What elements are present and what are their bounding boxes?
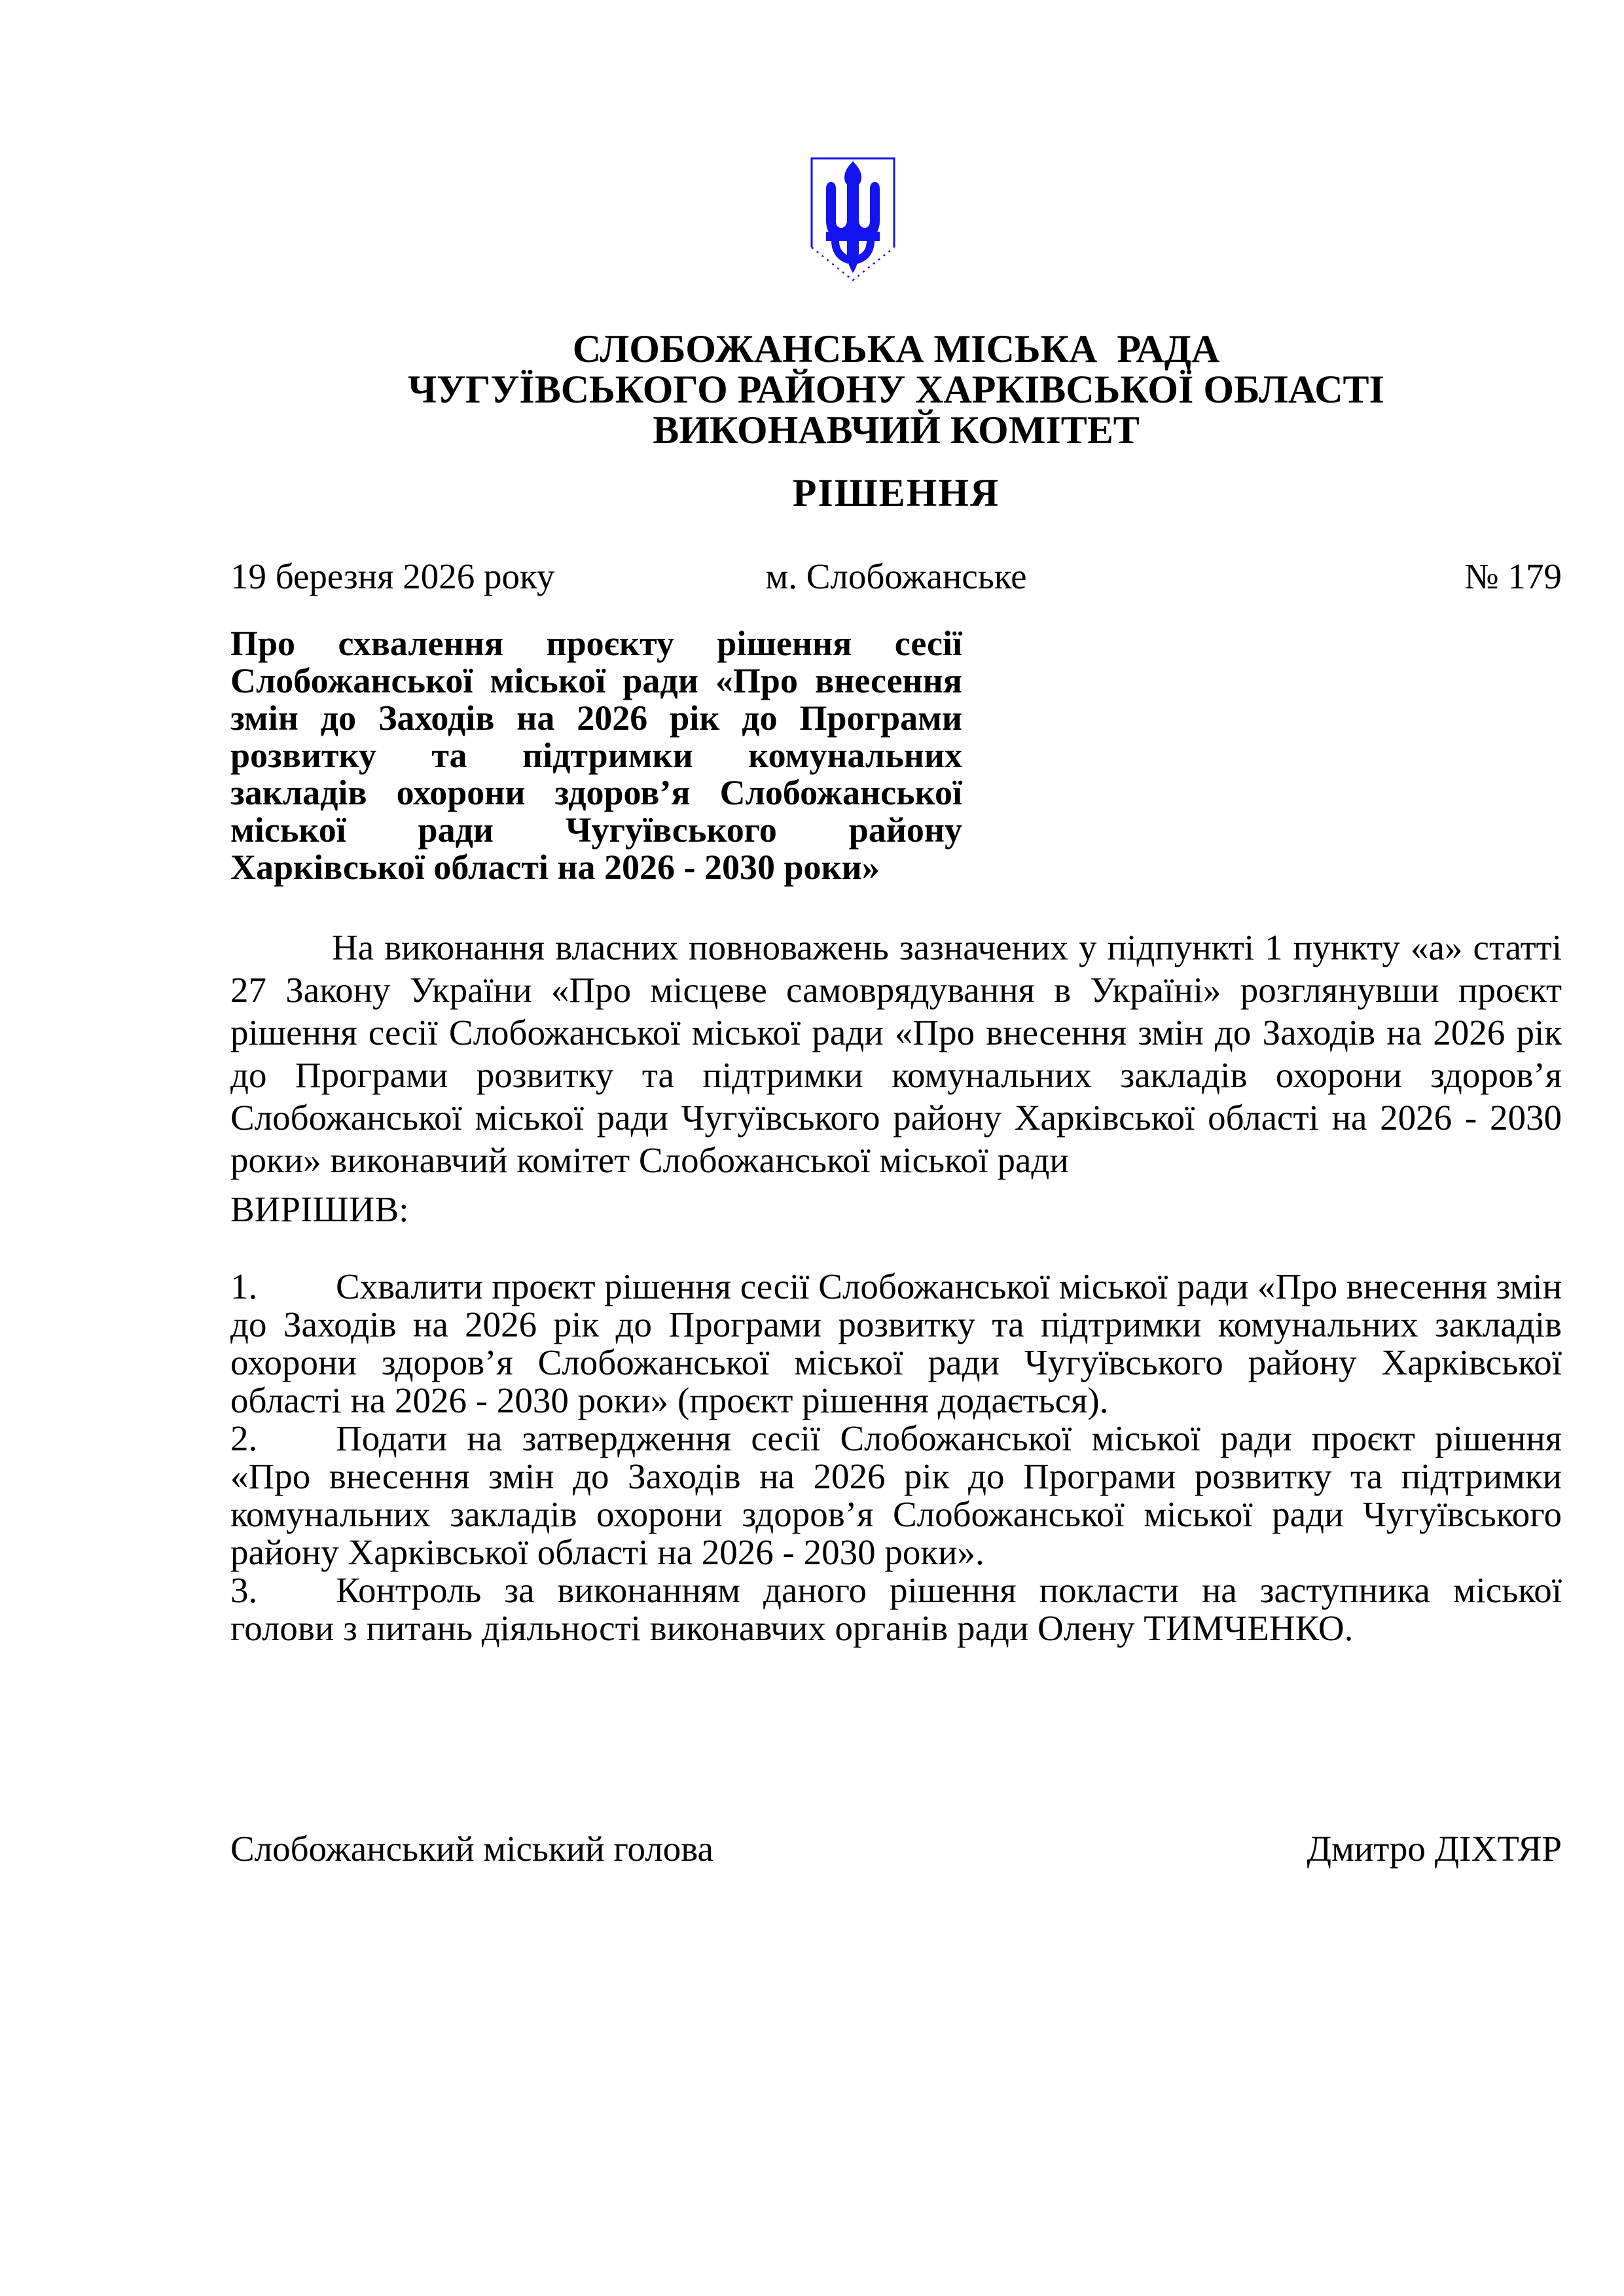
resolved-heading: ВИРІШИВ: — [230, 1189, 409, 1229]
document-place: м. Слобожанське — [765, 556, 1027, 596]
item-1-number: 1. — [230, 1266, 258, 1306]
resolution-item-1 — [230, 1268, 1562, 1420]
ukraine-trident-emblem-icon — [809, 156, 897, 284]
signature-name: Дмитро ДІХТЯР — [1307, 1829, 1562, 1869]
resolution-item-2 — [230, 1420, 1562, 1571]
document-number: № 179 — [1464, 556, 1562, 596]
resolution-item-3 — [230, 1571, 1562, 1647]
document-meta-row — [230, 555, 1562, 598]
item-2-text: Подати на затвердження сесії Слобожанської міської ради проєкт рішення «Про внесення змін до Заходів на 2026 рік до Програми розвитку та підтримки комунальних закладів охорони здоров’я Слобожанської міської ради Чугуївського району Харківської області на 2026 - 2030 роки». — [230, 1418, 1562, 1572]
document-content — [230, 0, 1562, 1870]
org-name-line1: СЛОБОЖАНСЬКА МІСЬКА РАДА — [572, 327, 1220, 370]
item-2-number: 2. — [230, 1418, 258, 1458]
trident-glyph — [826, 161, 880, 273]
signature-row — [230, 1827, 1562, 1870]
org-name-line2: ЧУГУЇВСЬКОГО РАЙОНУ ХАРКІВСЬКОЇ ОБЛАСТІ — [408, 368, 1384, 411]
resolution-items — [230, 1268, 1562, 1647]
organization-header — [230, 329, 1562, 450]
document-type-title: РІШЕННЯ — [792, 471, 1000, 514]
org-name-line3: ВИКОНАВЧИЙ КОМІТЕТ — [653, 408, 1140, 452]
ukraine-trident-emblem-icon — [809, 156, 897, 284]
document-date: 19 березня 2026 року — [230, 556, 555, 596]
item-3-text: Контроль за виконанням даного рішення покласти на заступника міської голови з питань діяльності виконавчих органів ради Олену ТИМЧЕНКО. — [230, 1570, 1562, 1648]
item-3-number: 3. — [230, 1570, 258, 1610]
item-1-text: Схвалити проєкт рішення сесії Слобожанської міської ради «Про внесення змін до Заходів на 2026 рік до Програми розвитку та підтримки комунальних закладів охорони здоров’я Слобожанської міської ради Чугуївського району Харківської області на 2026 - 2030 роки» (проєкт рішення додається). — [230, 1266, 1562, 1420]
signature-position: Слобожанський міський голова — [230, 1829, 713, 1869]
subject-paragraph: Про схвалення проєкту рішення сесії Слобожанської міської ради «Про внесення змін до Заходів на 2026 рік до Програми розвитку та підтримки комунальних закладів охорони здоров’я Слобожанської міської ради Чугуївського району Харківської області на 2026 - 2030 роки» — [230, 624, 962, 887]
intro-paragraph: На виконання власних повноважень зазначених у підпункті 1 пункту «а» статті 27 Закону України «Про місцеве самоврядування в Україні» розглянувши проєкт рішення сесії Слобожанської міської ради «Про внесення змін до Заходів на 2026 рік до Програми розвитку та підтримки комунальних закладів охорони здоров’я Слобожанської міської ради Чугуївського району Харківської області на 2026 - 2030 роки» виконавчий комітет Слобожанської міської ради — [230, 927, 1562, 1180]
